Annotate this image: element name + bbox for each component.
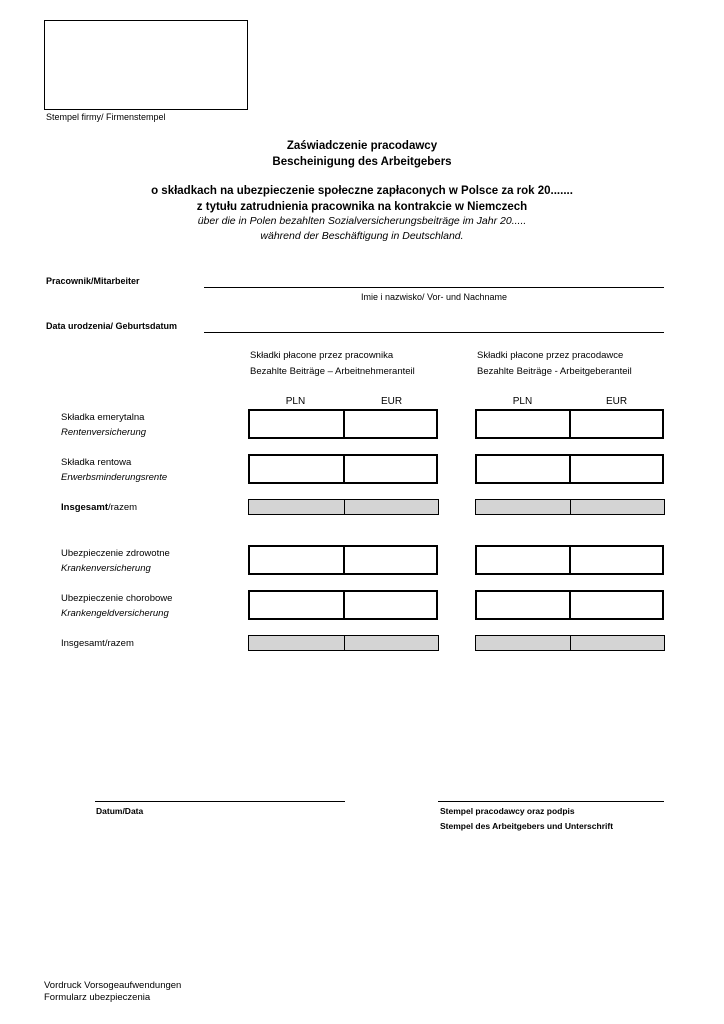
employee-contrib-header-de: Bezahlte Beiträge – Arbeitnehmeranteil	[250, 366, 415, 377]
form-name-1: Vordruck Vorsogeaufwendungen	[44, 980, 182, 991]
sickness-label-de: Krankengeldversicherung	[61, 608, 169, 619]
pension-label-de: Rentenversicherung	[61, 427, 147, 438]
health-employee-eur-input[interactable]	[343, 545, 438, 575]
birth-date-field[interactable]	[204, 332, 664, 333]
disability-label	[61, 455, 167, 485]
disability-employer-pln-input[interactable]	[475, 454, 571, 484]
sickness-label	[61, 591, 172, 621]
subtitle-de-1: über die in Polen bezahlten Sozialversicherungsbeiträge im Jahr 20.....	[197, 215, 527, 227]
currency-eur-employee: EUR	[380, 396, 403, 407]
signature-field[interactable]	[438, 801, 664, 802]
sickness-label-pl: Ubezpieczenie chorobowe	[61, 593, 173, 604]
disability-employee-eur-input[interactable]	[343, 454, 438, 484]
subtitle-pl-1: o składkach na ubezpieczenie społeczne zapłaconych w Polsce za rok 20.......	[151, 185, 573, 197]
total-pension-employer-eur[interactable]	[570, 499, 665, 515]
currency-pln-employer: PLN	[512, 396, 533, 407]
total-pension-employer-pln[interactable]	[475, 499, 571, 515]
health-label-pl: Ubezpieczenie zdrowotne	[61, 548, 170, 559]
pension-employer-eur-input[interactable]	[569, 409, 664, 439]
disability-label-pl: Składka rentowa	[61, 457, 132, 468]
title-de: Bescheinigung des Arbeitgebers	[272, 156, 452, 168]
disability-label-de: Erwerbsminderungsrente	[61, 472, 168, 483]
sickness-employee-pln-input[interactable]	[248, 590, 345, 620]
subtitle-de-2: während der Beschäftigung in Deutschland.	[260, 230, 464, 242]
total-health-label: Insgesamt/razem	[61, 638, 134, 649]
employer-contrib-header-de: Bezahlte Beiträge - Arbeitgeberanteil	[477, 366, 632, 377]
total-health-employer-pln[interactable]	[475, 635, 571, 651]
total-pension-employee-pln[interactable]	[248, 499, 345, 515]
currency-eur-employer: EUR	[605, 396, 628, 407]
subtitle-pl-2: z tytułu zatrudnienia pracownika na kontrakcie w Niemczech	[196, 201, 528, 213]
total-pension-employee-eur[interactable]	[344, 499, 439, 515]
pension-employer-pln-input[interactable]	[475, 409, 571, 439]
health-employee-pln-input[interactable]	[248, 545, 345, 575]
total-pension-label	[61, 500, 137, 515]
health-employer-pln-input[interactable]	[475, 545, 571, 575]
pension-label	[61, 410, 146, 440]
signature-label-de: Stempel des Arbeitgebers und Unterschrift	[440, 821, 614, 831]
stamp-label: Stempel firmy/ Firmenstempel	[46, 112, 166, 122]
date-field[interactable]	[95, 801, 345, 802]
form-name-2: Formularz ubezpieczenia	[44, 992, 151, 1003]
pension-label-pl: Składka emerytalna	[61, 412, 145, 423]
health-label	[61, 546, 170, 576]
pension-employee-eur-input[interactable]	[343, 409, 438, 439]
employee-label: Pracownik/Mitarbeiter	[46, 276, 140, 286]
employee-contrib-header-pl: Składki płacone przez pracownika	[250, 350, 394, 361]
total-pension-label-rest: /razem	[108, 502, 138, 513]
disability-employee-pln-input[interactable]	[248, 454, 345, 484]
total-health-employer-eur[interactable]	[570, 635, 665, 651]
birth-date-label: Data urodzenia/ Geburtsdatum	[46, 321, 178, 331]
company-stamp-box	[44, 20, 248, 110]
sickness-employee-eur-input[interactable]	[343, 590, 438, 620]
total-health-employee-pln[interactable]	[248, 635, 345, 651]
currency-pln-employee: PLN	[285, 396, 306, 407]
pension-employee-pln-input[interactable]	[248, 409, 345, 439]
signature-label-pl: Stempel pracodawcy oraz podpis	[440, 806, 575, 816]
sickness-employer-eur-input[interactable]	[569, 590, 664, 620]
employee-name-caption: Imie i nazwisko/ Vor- und Nachname	[360, 292, 508, 302]
health-employer-eur-input[interactable]	[569, 545, 664, 575]
date-label: Datum/Data	[96, 806, 144, 816]
employee-name-field[interactable]	[204, 287, 664, 288]
health-label-de: Krankenversicherung	[61, 563, 151, 574]
employer-contrib-header-pl: Składki płacone przez pracodawce	[477, 350, 624, 361]
sickness-employer-pln-input[interactable]	[475, 590, 571, 620]
disability-employer-eur-input[interactable]	[569, 454, 664, 484]
total-pension-label-bold: Insgesamt	[61, 502, 108, 513]
total-health-employee-eur[interactable]	[344, 635, 439, 651]
title-pl: Zaświadczenie pracodawcy	[286, 140, 438, 152]
